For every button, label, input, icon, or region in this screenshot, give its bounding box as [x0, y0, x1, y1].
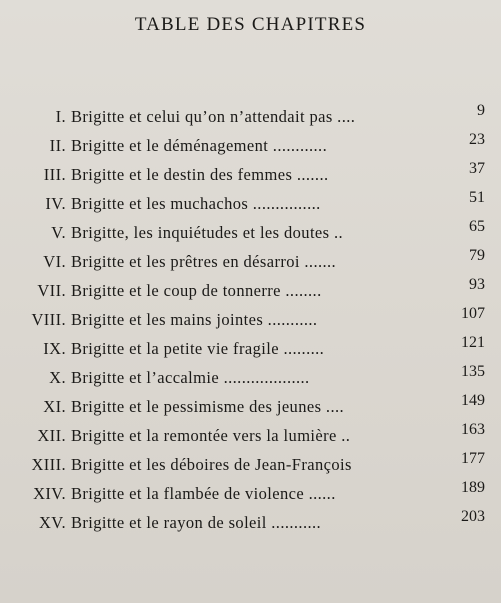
chapter-title: Brigitte et celui qu’on n’attendait pas .... — [71, 107, 356, 126]
chapter-entry — [0, 334, 501, 363]
chapter-number: XV. — [38, 513, 66, 532]
chapter-title: Brigitte et les muchachos ............... — [71, 194, 321, 213]
chapter-entry — [0, 160, 501, 189]
chapter-title: Brigitte et les mains jointes ........... — [71, 310, 318, 329]
chapter-page-number: 79 — [469, 247, 485, 264]
chapter-page-number: 51 — [469, 189, 485, 206]
chapter-number: XII. — [37, 426, 66, 445]
chapter-number: VI. — [43, 252, 66, 271]
chapter-page-number: 163 — [461, 421, 485, 438]
chapter-page-number: 189 — [461, 479, 485, 496]
chapter-number: XI. — [43, 397, 66, 416]
chapter-entry — [0, 392, 501, 421]
chapter-page-number: 65 — [469, 218, 485, 235]
chapter-number: I. — [55, 107, 66, 126]
chapter-page-number: 149 — [461, 392, 485, 409]
chapter-title: Brigitte et l’accalmie ................... — [71, 368, 310, 387]
chapter-title: Brigitte et le rayon de soleil ........... — [71, 513, 322, 532]
chapter-entry — [0, 131, 501, 160]
chapter-entry — [0, 218, 501, 247]
chapter-entry — [0, 189, 501, 218]
chapter-number: XIV. — [33, 484, 66, 503]
chapter-page-number: 23 — [469, 131, 485, 148]
chapter-number: X. — [49, 368, 66, 387]
chapter-number: IV. — [45, 194, 66, 213]
chapter-number: XIII. — [31, 455, 66, 474]
chapter-title: Brigitte et la petite vie fragile ......... — [71, 339, 325, 358]
chapter-title: Brigitte et les déboires de Jean-François — [71, 455, 352, 474]
chapter-title: Brigitte et le destin des femmes ....... — [71, 165, 329, 184]
chapter-entry — [0, 305, 501, 334]
chapter-entry — [0, 247, 501, 276]
chapter-number: IX. — [43, 339, 66, 358]
chapter-page-number: 37 — [469, 160, 485, 177]
chapter-page-number: 9 — [477, 102, 485, 119]
chapter-number: VIII. — [31, 310, 66, 329]
chapter-entry — [0, 479, 501, 508]
chapter-entry — [0, 363, 501, 392]
chapter-title: Brigitte et le coup de tonnerre ........ — [71, 281, 322, 300]
chapter-page-number: 177 — [461, 450, 485, 467]
table-of-contents — [0, 102, 501, 537]
chapter-page-number: 121 — [461, 334, 485, 351]
chapter-title: Brigitte et la remontée vers la lumière .. — [71, 426, 351, 445]
chapter-page-number: 203 — [461, 508, 485, 525]
chapter-number: VII. — [37, 281, 66, 300]
chapter-entry — [0, 276, 501, 305]
chapter-number: II. — [49, 136, 66, 155]
page-title: TABLE DES CHAPITRES — [134, 14, 367, 35]
chapter-page-number: 135 — [461, 363, 485, 380]
chapter-title: Brigitte et les prêtres en désarroi ....... — [71, 252, 337, 271]
chapter-entry — [0, 508, 501, 537]
chapter-number: III. — [43, 165, 66, 184]
chapter-entry — [0, 102, 501, 131]
chapter-number: V. — [51, 223, 66, 242]
chapter-page-number: 93 — [469, 276, 485, 293]
chapter-title: Brigitte, les inquiétudes et les doutes .. — [71, 223, 344, 242]
chapter-entry — [0, 421, 501, 450]
chapter-page-number: 107 — [461, 305, 485, 322]
chapter-title: Brigitte et le déménagement ............ — [71, 136, 328, 155]
chapter-title: Brigitte et le pessimisme des jeunes .... — [71, 397, 345, 416]
chapter-title: Brigitte et la flambée de violence ...... — [71, 484, 336, 503]
chapter-entry — [0, 450, 501, 479]
